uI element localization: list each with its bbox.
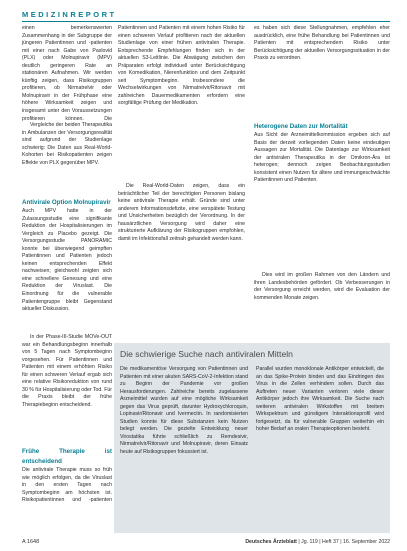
info-box-left-text: Die medikamentöse Versorgung von Patientinnen und Patienten mit einer akuten SARS-CoV-2-Infektion stand zu Beginn der Pandemie vor großen Herausforderungen. Zahlreiche bereits zugelassene Arzneimittel wurden auf eine mögliche Wirksamkeit gegen das Virus geprüft, darunter Hydroxychloroquin, Lopinavir/Ritonavir und Ivermectin. In randomisierten Studien konnte für diese Substanzen kein Nutzen belegt werden. Die gezielte Entwicklung neuer Virostatika führte schließlich zu Remdesivir, Nirmatrelvir/Ritonavir und Molnupiravir, deren Einsatz heute auf Risikogruppen fokussiert ist. [120, 366, 248, 456]
subheading: Frühe Therapie ist entscheidend [22, 448, 112, 465]
subheading: Antivirale Option Molnupiravir [22, 199, 111, 206]
header-rule [22, 21, 390, 22]
subheading: Heterogene Daten zur Mortalität [254, 123, 348, 130]
paragraph: Auch MPV hatte in der Zulassungsstudie eine signifikante Reduktion der Hospitalisierungen im Vergleich zu Placebo gezeigt. Die Versorgungsstudie PANORAMIC konnte bei überwiegend geimpften Patientinnen und Patienten jedoch keinen entsprechenden Effekt nachweisen; gleichwohl zeigten sich eine schnellere Genesung und eine Reduktion der Viruslast. Die Einordnung für die vulnerable Patientengruppe bleibt Gegenstand aktueller Diskussion. [22, 208, 112, 313]
paragraph: Dies wird im großen Rahmen von den Ländern und ihren Landesbehörden gefördert. Ob Verbesserungen in der Versorgung erreicht werden, wird die Evaluation der kommenden Monate zeigen. [254, 272, 390, 301]
journal-name: Deutsches Ärzteblatt [245, 539, 297, 545]
info-box-right-text: Parallel wurden monoklonale Antikörper entwickelt, die an das Spike-Protein binden und das Eindringen des Virus in die Zellen verhindern sollen. Durch das Auftreten neuer Varianten verloren viele dieser Antikörper jedoch ihre Wirksamkeit. Die Suche nach weiteren antiviralen Wirkstoffen mit breitem Wirkspektrum und günstigem Interaktionsprofil wird fortgesetzt, da für vulnerable Gruppen weiterhin ein hoher Bedarf an oralen Therapieoptionen besteht. [256, 366, 384, 433]
column-3 [254, 25, 390, 328]
paragraph: In der Phase-III-Studie MOVe-OUT war ein Behandlungsbeginn innerhalb von 5 Tagen nach Symptombeginn vorgesehen. Für Patientinnen und Patienten mit einem erhöhten Risiko für einen schweren Verlauf ergab sich eine relative Risikoreduktion von rund 30 % für Hospitalisierung oder Tod. Für die Praxis bleibt der frühe Therapiebeginn entscheidend. [22, 334, 112, 408]
section-header: MEDIZINREPORT [22, 10, 117, 19]
page-number: A 1648 [22, 539, 40, 545]
paragraph: Die antivirale Therapie muss so früh wie möglich erfolgen, da die Viruslast in den ersten Tagen nach Symptombeginn am höchsten ist. Risikopatientinnen und -patienten [22, 467, 112, 504]
paragraph: Aus Sicht der Arzneimittelkommission ergeben sich auf Basis der derzeit vorliegenden Daten keine eindeutigen Aussagen zur Mortalität. Die Datenlage zur Wirksamkeit der antiviralen Therapeutika in der Omikron-Ära ist heterogen; dennoch zeigen Beobachtungsstudien konsistent einen Nutzen für ältere und immungeschwächte Patientinnen und Patienten. [254, 132, 390, 184]
journal-footer [240, 539, 390, 545]
paragraph: einen bemerkenswerten Zusammenhang in der Subgruppe der jüngeren Patientinnen und -patienten mit einer nach Gabe von Paxlovid (PLX) oder Molnupiravir (MPV) deutlich geringeren Rate an stationären Aufnahmen. Wir werden künftig zeigen, dass Risikogruppen profitieren, ob Nirmatrelvir oder Molnupiravir in der Frühphase eine höhere Wirksamkeit zeigen und insgesamt unter den Voraussetzungen profitieren können. Die [22, 25, 112, 122]
column-1 [22, 25, 112, 505]
column-2 [118, 25, 245, 331]
paragraph: Patientinnen und Patienten mit einem hohen Risiko für einen schweren Verlauf profitieren nach der aktuellen Studienlage von einer frühen antiviralen Therapie. Entsprechende Empfehlungen finden sich in der aktuellen S3-Leitlinie. Die Abwägung zwischen den Präparaten erfolgt individuell unter Berücksichtigung von Komedikation, Nierenfunktion und dem Zeitpunkt seit Symptombeginn. Insbesondere die Wechselwirkungen von Nirmatrelvir/Ritonavir mit zahlreichen Dauermedikamenten erfordern eine sorgfältige Prüfung der Medikation. [118, 25, 245, 107]
paragraph: Vergleiche der beiden Therapeutika in Ambulanzen der Versorgungsrealität sind aufgrund der Studienlage schwierig: Die Daten aus Real-World-Kohorten bei Risikopatienten zeigen Effekte von PLX gegenüber MPV. [22, 122, 112, 166]
info-box-title: Die schwierige Suche nach antiviralen Mitteln [120, 349, 293, 359]
journal-issue: | Jg. 119 | Heft 37 | 16. September 2022 [298, 539, 390, 545]
paragraph: Die Real-World-Daten zeigen, dass ein beträchtlicher Teil der berechtigten Personen bislang keine antivirale Therapie erhält. Gründe sind unter anderem Informationsdefizite, eine verspätete Testung und Unsicherheiten bezüglich der Verordnung. In der hausärztlichen Versorgung wird daher eine strukturierte Aufklärung der Risikogruppen empfohlen, damit im Infektionsfall zeitnah gehandelt werden kann. [118, 183, 245, 242]
paragraph: es haben sich diese Stellungnahmen, empfehlen eher ausdrücklich, eine frühe Behandlung bei Patientinnen und Patienten mit entsprechendem Risiko unter Berücksichtigung der aktuellen Versorgungssituation in der Praxis zu verordnen. [254, 25, 390, 62]
